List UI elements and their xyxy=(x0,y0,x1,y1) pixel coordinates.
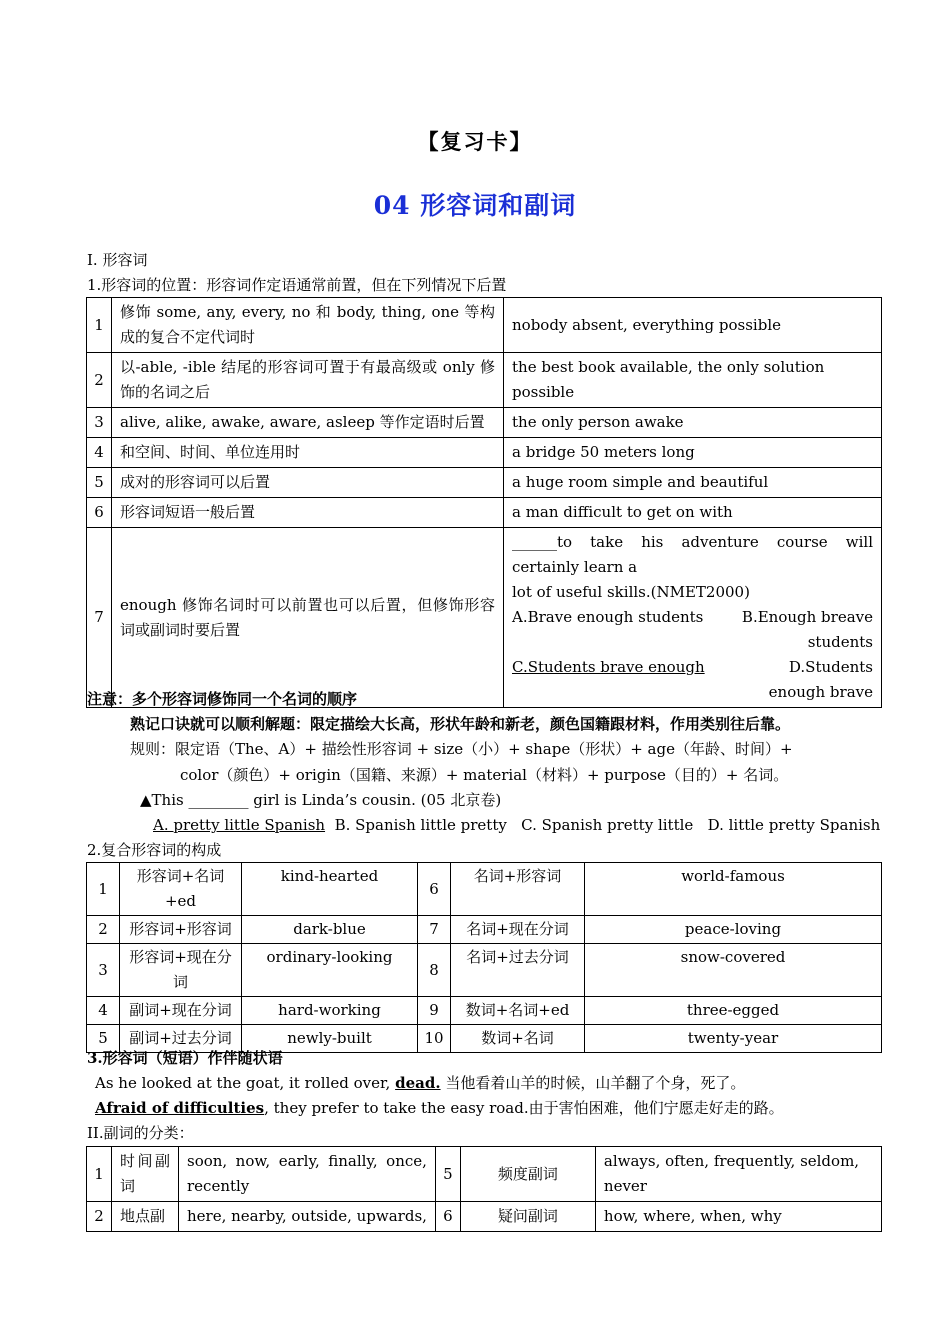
formation-cell: 副词+现在分词 xyxy=(120,997,242,1025)
option-a: A.Brave enough students xyxy=(512,608,704,626)
table-row xyxy=(87,944,882,997)
table-row xyxy=(87,528,882,708)
rule-cell: 修饰 some, any, every, no 和 body, thing, one 等构成的复合不定代词时 xyxy=(112,298,504,353)
formation-cell: 形容词+形容词 xyxy=(120,916,242,944)
row-number: 8 xyxy=(418,944,451,997)
subheading-compound-adjectives: 2.复合形容词的构成 xyxy=(87,841,222,859)
example-cell: here, nearby, outside, upwards, xyxy=(179,1202,436,1232)
note-title: 注意：多个形容词修饰同一个名词的顺序 xyxy=(87,690,358,708)
example-cell: snow-covered xyxy=(585,944,882,997)
example-cell: a bridge 50 meters long xyxy=(504,438,882,468)
rule-cell: alive, alike, awake, aware, asleep 等作定语时后置 xyxy=(112,408,504,438)
note-mnemonic: 熟记口诀就可以顺利解题：限定描绘大长高，形状年龄和新老，颜色国籍跟材料，作用类别往后靠。 xyxy=(130,715,791,733)
formation-cell: 名词+过去分词 xyxy=(451,944,585,997)
example-cell: three-egged xyxy=(585,997,882,1025)
sentence-part: , they prefer to take the easy road.由于害怕困难，他们宁愿走好走的路。 xyxy=(264,1099,784,1117)
note-rule: 规则：限定语（The、A）+ 描绘性形容词 + size（小）+ shape（形状）+ age（年龄、时间）+ xyxy=(130,740,793,758)
table-row xyxy=(87,916,882,944)
question-line: lot of useful skills.(NMET2000) xyxy=(512,583,750,601)
row-number: 5 xyxy=(87,468,112,498)
options-row xyxy=(512,605,873,655)
section-heading-adjectives: I. 形容词 xyxy=(87,251,148,269)
example-sentence xyxy=(95,1073,745,1093)
row-number: 2 xyxy=(87,1202,112,1232)
row-number: 2 xyxy=(87,353,112,408)
example-cell: newly-built xyxy=(242,1025,418,1053)
type-cell: 疑问副词 xyxy=(460,1202,595,1232)
table-row xyxy=(87,468,882,498)
example-cell: soon, now, early, finally, once, recently xyxy=(179,1147,436,1202)
example-cell: nobody absent, everything possible xyxy=(504,298,882,353)
example-cell: always, often, frequently, seldom, never xyxy=(595,1147,881,1202)
sentence-highlight: dead. xyxy=(395,1074,441,1092)
example-cell: kind-hearted xyxy=(242,863,418,916)
section-heading-adverbs: II.副词的分类： xyxy=(87,1124,194,1142)
option-b: B.Enough breave students xyxy=(741,608,873,651)
row-number: 7 xyxy=(87,528,112,708)
example-answer: A. pretty little Spanish xyxy=(153,816,326,834)
compound-adjective-table xyxy=(86,862,882,1053)
table-row xyxy=(87,298,882,353)
example-cell: twenty-year xyxy=(585,1025,882,1053)
example-cell: a huge room simple and beautiful xyxy=(504,468,882,498)
table-row xyxy=(87,1147,882,1202)
formation-cell: 数词+名词+ed xyxy=(451,997,585,1025)
row-number: 5 xyxy=(435,1147,460,1202)
formation-cell: 形容词+名词+ed xyxy=(120,863,242,916)
row-number: 1 xyxy=(87,1147,112,1202)
document-title: 04 形容词和副词 xyxy=(373,191,577,220)
row-number: 6 xyxy=(418,863,451,916)
type-cell: 时间副词 xyxy=(112,1147,179,1202)
row-number: 1 xyxy=(87,863,120,916)
options-row xyxy=(512,655,873,705)
row-number: 9 xyxy=(418,997,451,1025)
formation-cell: 副词+过去分词 xyxy=(120,1025,242,1053)
example-cell: hard-working xyxy=(242,997,418,1025)
table-row xyxy=(87,863,882,916)
row-number: 6 xyxy=(87,498,112,528)
row-number: 6 xyxy=(435,1202,460,1232)
example-other-options: B. Spanish little pretty C. Spanish pretty little D. little pretty Spanish xyxy=(325,816,881,834)
formation-cell: 名词+形容词 xyxy=(451,863,585,916)
row-number: 2 xyxy=(87,916,120,944)
rule-cell: 以-able, -ible 结尾的形容词可置于有最高级或 only 修饰的名词之后 xyxy=(112,353,504,408)
table-row xyxy=(87,498,882,528)
note-rule-cont: color（颜色）+ origin（国籍、来源）+ material（材料）+ purpose（目的）+ 名词。 xyxy=(180,766,789,784)
subheading-adjective-adverbial: 3.形容词（短语）作伴随状语 xyxy=(87,1049,283,1067)
row-number: 5 xyxy=(87,1025,120,1053)
rule-cell: 成对的形容词可以后置 xyxy=(112,468,504,498)
rule-cell: enough 修饰名词时可以前置也可以后置，但修饰形容词或副词时要后置 xyxy=(112,528,504,708)
table-row xyxy=(87,1202,882,1232)
row-number: 4 xyxy=(87,438,112,468)
sentence-translation: 当他看着山羊的时候，山羊翻了个身，死了。 xyxy=(440,1074,746,1092)
sentence-part: As he looked at the goat, it rolled over, xyxy=(95,1074,396,1092)
example-cell: a man difficult to get on with xyxy=(504,498,882,528)
example-question: ▲This ________ girl is Linda’s cousin. (05 北京卷) xyxy=(140,791,502,809)
row-number: 1 xyxy=(87,298,112,353)
adjective-position-table xyxy=(86,297,882,708)
example-cell: peace-loving xyxy=(585,916,882,944)
table-row xyxy=(87,353,882,408)
formation-cell: 数词+名词 xyxy=(451,1025,585,1053)
question-line: ______to take his adventure course will certainly learn a xyxy=(512,533,873,576)
sentence-highlight: Afraid of difficulties xyxy=(95,1099,265,1117)
example-sentence xyxy=(95,1098,784,1118)
row-number: 7 xyxy=(418,916,451,944)
option-d: D.Students enough brave xyxy=(768,658,873,701)
row-number: 4 xyxy=(87,997,120,1025)
table-row xyxy=(87,408,882,438)
card-title: 【复习卡】 xyxy=(417,129,533,154)
row-number: 10 xyxy=(418,1025,451,1053)
example-cell xyxy=(504,528,882,708)
example-cell: ordinary-looking xyxy=(242,944,418,997)
row-number: 3 xyxy=(87,944,120,997)
option-c-answer: C.Students brave enough xyxy=(512,658,705,676)
example-cell: the best book available, the only solution possible xyxy=(504,353,882,408)
example-cell: world-famous xyxy=(585,863,882,916)
adverb-classification-table xyxy=(86,1146,882,1232)
example-options xyxy=(153,815,880,835)
subheading-adjective-position: 1.形容词的位置：形容词作定语通常前置，但在下列情况下后置 xyxy=(87,276,507,294)
row-number: 3 xyxy=(87,408,112,438)
formation-cell: 形容词+现在分词 xyxy=(120,944,242,997)
example-cell: the only person awake xyxy=(504,408,882,438)
table-row xyxy=(87,997,882,1025)
table-row xyxy=(87,438,882,468)
type-cell: 频度副词 xyxy=(460,1147,595,1202)
type-cell: 地点副 xyxy=(112,1202,179,1232)
example-cell: dark-blue xyxy=(242,916,418,944)
rule-cell: 和空间、时间、单位连用时 xyxy=(112,438,504,468)
example-cell: how, where, when, why xyxy=(595,1202,881,1232)
rule-cell: 形容词短语一般后置 xyxy=(112,498,504,528)
formation-cell: 名词+现在分词 xyxy=(451,916,585,944)
